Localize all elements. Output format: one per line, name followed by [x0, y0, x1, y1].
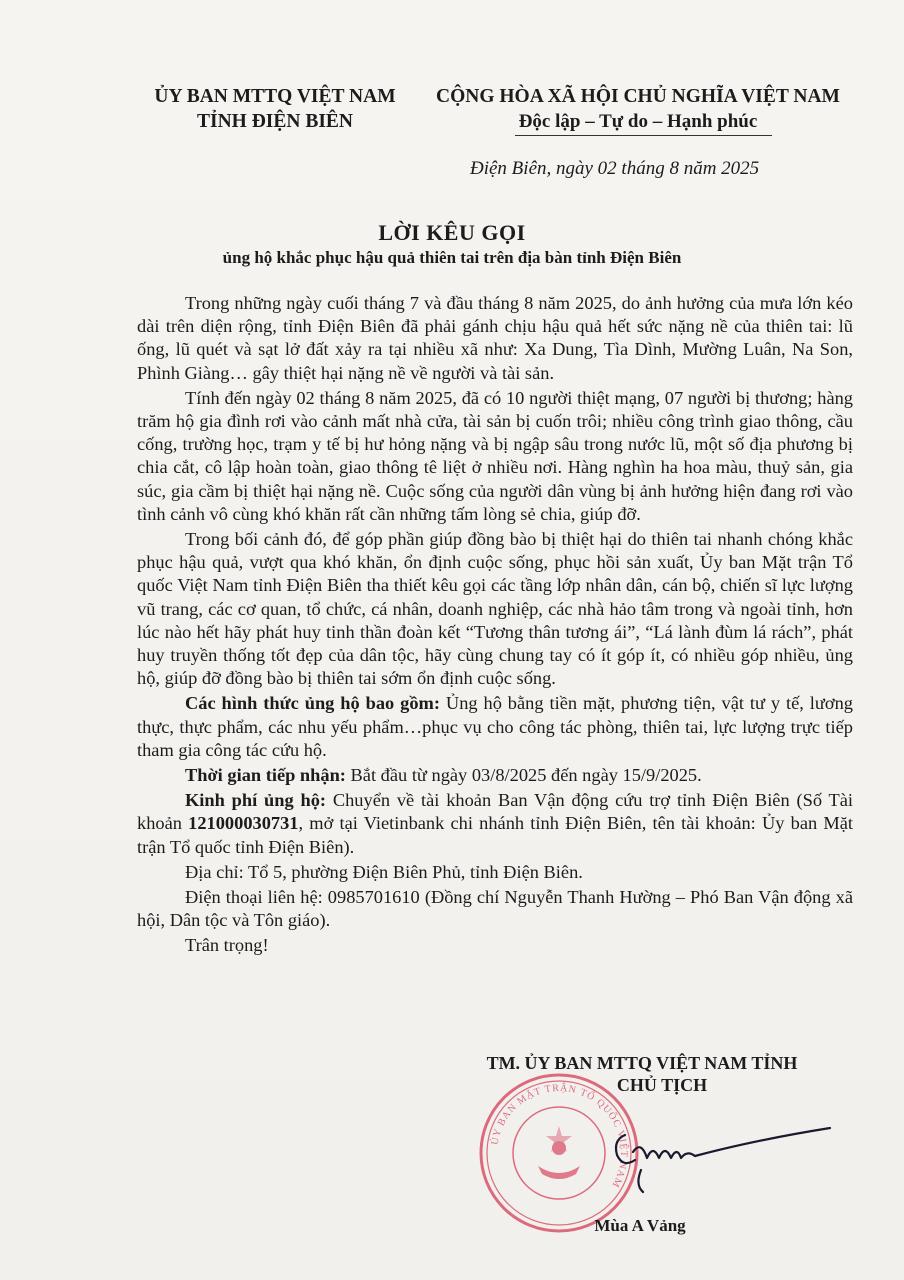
document-body [137, 292, 853, 958]
receiving-time-text: Bắt đầu từ ngày 03/8/2025 đến ngày 15/9/2025. [345, 765, 702, 786]
motto-underline [515, 135, 772, 136]
paragraph-appeal: Trong bối cảnh đó, để góp phần giúp đồng bào bị thiệt hại do thiên tai nhanh chóng khắc phục hậu quả, vượt qua khó khăn, ổn định cuộc sống, phục hồi sản xuất, Ủy ban Mặt trận Tổ quốc Việt Nam tỉnh Điện Biên tha thiết kêu gọi các tầng lớp nhân dân, cán bộ, chiến sĩ lực lượng vũ trang, các cơ quan, tổ chức, cá nhân, doanh nghiệp, các nhà hảo tâm trong và ngoài tỉnh, hơn lúc nào hết hãy phát huy tinh thần đoàn kết “Tương thân tương ái”, “Lá lành đùm lá rách”, phát huy truyền thống tốt đẹp của dân tộc, hãy cùng chung tay có ít góp ít, có nhiều góp nhiều, ủng hộ, giúp đỡ đồng bào bị thiên tai sớm ổn định cuộc sống. [137, 529, 853, 689]
stamp-emblem [538, 1126, 580, 1179]
funding-label: Kinh phí ủng hộ: [185, 790, 327, 811]
paragraph-address: Địa chỉ: Tổ 5, phường Điện Biên Phủ, tỉnh Điện Biên. [185, 861, 583, 882]
funding-text-2: , mở tại Vietinbank chi nhánh tỉnh Điện Biên, tên tài khoản: Ủy ban Mặt trận Tổ quốc tỉnh Điện Biên). [137, 813, 853, 857]
paragraph-phone: Điện thoại liên hệ: 0985701610 (Đồng chí Nguyễn Thanh Hường – Phó Ban Vận động xã hội, Dân tộc và Tôn giáo). [137, 887, 853, 931]
paragraph-receiving-time [137, 764, 853, 787]
paragraph-support-forms [137, 692, 853, 762]
document-subtitle: ủng hộ khắc phục hậu quả thiên tai trên địa bàn tỉnh Điện Biên [222, 248, 682, 267]
bank-account-number: 121000030731 [188, 813, 299, 834]
receiving-time-label: Thời gian tiếp nhận: [185, 765, 346, 786]
paragraph-situation: Trong những ngày cuối tháng 7 và đầu tháng 8 năm 2025, do ảnh hưởng của mưa lớn kéo dài trên diện rộng, tỉnh Điện Biên đã phải gánh chịu hậu quả hết sức nặng nề của thiên tai: lũ ống, lũ quét và sạt lở đất xảy ra tại nhiều xã như: Xa Dung, Tìa Dình, Mường Luân, Na Son, Phình Giàng… gây thiệt hại nặng nề về người và tài sản. [137, 293, 853, 383]
paragraph-funding [137, 789, 853, 859]
support-forms-label: Các hình thức ủng hộ bao gồm: [185, 693, 440, 714]
funding-text-1: Chuyển về tài khoản Ban Vận động cứu trợ tỉnh Điện Biên (Số Tài khoản [137, 790, 853, 834]
signature-title: TM. ỦY BAN MTTQ VIỆT NAM TỈNH [486, 1053, 798, 1073]
nation-motto: Độc lập – Tự do – Hạnh phúc [518, 111, 758, 132]
signature-block [452, 1052, 832, 1096]
support-forms-text: Ủng hộ bằng tiền mặt, phương tiện, vật tư y tế, lương thực, thực phẩm, các nhu yếu phẩm…phục vụ cho công tác phòng, thiên tai, lực lượng trực tiếp tham gia công tác cứu hộ. [137, 693, 853, 760]
signature-position: CHỦ TỊCH [616, 1075, 708, 1095]
stamp-text: ỦY BAN MẶT TRẬN TỔ QUỐC VIỆT NAM [489, 1082, 630, 1190]
handwritten-signature [595, 1100, 845, 1210]
org-line-1: ỦY BAN MTTQ VIỆT NAM [154, 86, 396, 107]
issuing-organization [130, 84, 420, 134]
signer-name: Mùa A Vảng [594, 1216, 686, 1235]
national-header [418, 84, 858, 134]
document-date: Điện Biên, ngày 02 tháng 8 năm 2025 [470, 158, 760, 179]
document-title: LỜI KÊU GỌI [378, 220, 526, 245]
paragraph-damage: Tính đến ngày 02 tháng 8 năm 2025, đã có 10 người thiệt mạng, 07 người bị thương; hàng trăm hộ gia đình rơi vào cảnh mất nhà cửa, tài sản bị cuốn trôi; nhiều công trình giao thông, cầu cống, trường học, trạm y tế bị hư hỏng nặng và bị ngập sâu trong nước lũ, một số địa phương bị chia cắt, cô lập hoàn toàn, giao thông tê liệt ở nhiều nơi. Hàng nghìn ha hoa màu, thuỷ sản, gia súc, gia cầm bị thiệt hại nặng nề. Cuộc sống của người dân vùng bị ảnh hưởng hiện đang rơi vào tình cảnh vô cùng khó khăn rất cần những tấm lòng sẻ chia, giúp đỡ. [137, 387, 853, 524]
paragraph-closing: Trân trọng! [185, 935, 269, 956]
nation-line-1: CỘNG HÒA XÃ HỘI CHỦ NGHĨA VIỆT NAM [436, 86, 840, 107]
org-line-2: TỈNH ĐIỆN BIÊN [196, 111, 354, 132]
